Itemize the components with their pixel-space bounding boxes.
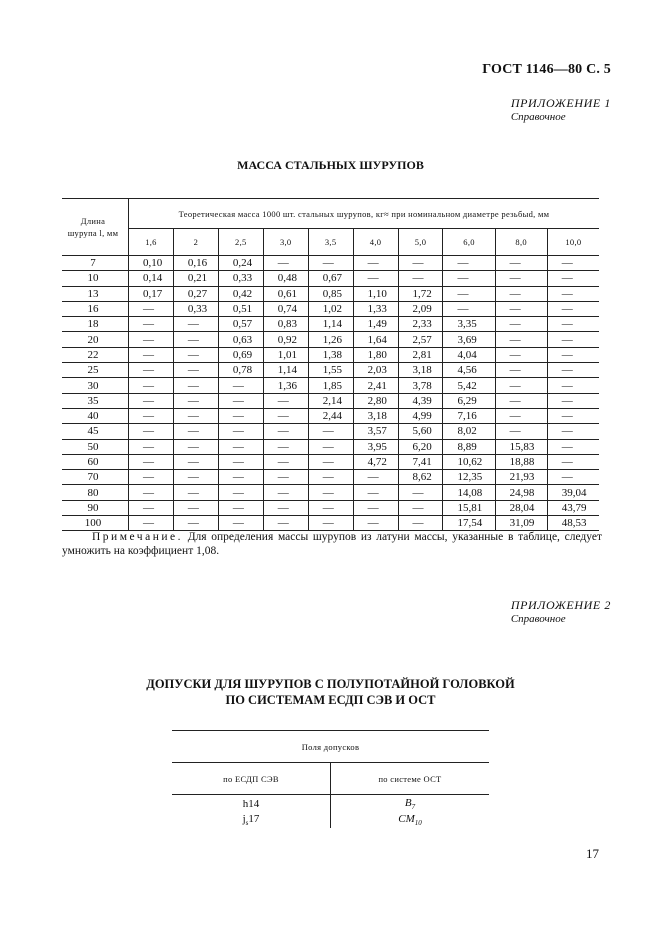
mass-cell: 1,36 (263, 378, 308, 393)
mass-cell: 1,85 (308, 378, 353, 393)
mass-cell: — (173, 363, 218, 378)
mass-cell: — (495, 378, 547, 393)
mass-cell: — (547, 378, 599, 393)
appendix-1-kind: Справочное (510, 111, 566, 123)
mass-cell: 1,14 (263, 363, 308, 378)
mass-cell: — (263, 393, 308, 408)
mass-cell: 3,35 (443, 317, 495, 332)
length-cell: 22 (62, 347, 129, 362)
table-row (62, 301, 599, 316)
mass-cell: — (173, 408, 218, 423)
table-row (62, 408, 599, 423)
mass-cell: 3,57 (353, 424, 398, 439)
mass-cell: 2,80 (353, 393, 398, 408)
mass-cell: 0,83 (263, 317, 308, 332)
length-header-line1: Длина (80, 216, 106, 226)
mass-cell: — (308, 454, 353, 469)
tolerance-esdp-value: h14 (172, 795, 331, 813)
length-cell: 40 (62, 408, 129, 423)
mass-cell: 0,33 (173, 301, 218, 316)
length-cell: 80 (62, 485, 129, 500)
mass-cell: — (547, 317, 599, 332)
length-cell: 35 (62, 393, 129, 408)
length-cell: 7 (62, 256, 129, 271)
length-cell: 20 (62, 332, 129, 347)
mass-cell: — (547, 271, 599, 286)
mass-cell: — (218, 470, 263, 485)
mass-cell: — (495, 393, 547, 408)
mass-cell: — (218, 439, 263, 454)
mass-cell: 1,72 (398, 286, 443, 301)
mass-cell: — (173, 470, 218, 485)
mass-cell: 5,60 (398, 424, 443, 439)
mass-cell: — (308, 485, 353, 500)
appendix-1-label: ПРИЛОЖЕНИЕ 1 (510, 96, 611, 110)
length-cell: 18 (62, 317, 129, 332)
mass-cell: — (547, 470, 599, 485)
mass-cell: 0,63 (218, 332, 263, 347)
mass-cell: — (398, 516, 443, 531)
mass-cell: — (443, 301, 495, 316)
mass-cell: 2,57 (398, 332, 443, 347)
diameter-header-row (62, 229, 599, 256)
col-ost: по системе ОСТ (378, 773, 442, 784)
mass-cell: — (398, 485, 443, 500)
mass-cell: 5,42 (443, 378, 495, 393)
mass-cell: 2,03 (353, 363, 398, 378)
mass-cell: 0,67 (308, 271, 353, 286)
mass-cell: — (398, 500, 443, 515)
mass-cell: 1,33 (353, 301, 398, 316)
length-cell: 60 (62, 454, 129, 469)
table-row (62, 516, 599, 531)
mass-cell: — (495, 363, 547, 378)
mass-cell: 1,49 (353, 317, 398, 332)
mass-cell: 1,01 (263, 347, 308, 362)
diameter-header-cell: 8,0 (495, 229, 547, 256)
mass-cell: — (129, 378, 174, 393)
mass-cell: 2,14 (308, 393, 353, 408)
mass-cell: 2,81 (398, 347, 443, 362)
mass-cell: — (353, 271, 398, 286)
mass-cell: — (495, 347, 547, 362)
mass-cell: 4,99 (398, 408, 443, 423)
mass-cell: — (129, 347, 174, 362)
length-cell: 30 (62, 378, 129, 393)
mass-cell: — (218, 516, 263, 531)
mass-cell: — (173, 439, 218, 454)
mass-cell: — (129, 317, 174, 332)
length-cell: 10 (62, 271, 129, 286)
mass-cell: 17,54 (443, 516, 495, 531)
mass-cell: 2,09 (398, 301, 443, 316)
table-row (62, 378, 599, 393)
table-row (62, 454, 599, 469)
mass-cell: 43,79 (547, 500, 599, 515)
mass-cell: 0,48 (263, 271, 308, 286)
mass-cell: 24,98 (495, 485, 547, 500)
mass-cell: — (495, 256, 547, 271)
mass-cell: 0,14 (129, 271, 174, 286)
mass-cell: — (173, 347, 218, 362)
mass-cell: — (129, 424, 174, 439)
mass-cell: — (398, 271, 443, 286)
mass-cell: 39,04 (547, 485, 599, 500)
mass-cell: — (398, 256, 443, 271)
table-row (62, 439, 599, 454)
mass-cell: — (173, 393, 218, 408)
mass-cell: 3,78 (398, 378, 443, 393)
mass-cell: — (308, 256, 353, 271)
mass-cell: — (495, 408, 547, 423)
appendix-2-block (511, 598, 611, 625)
mass-cell: — (173, 332, 218, 347)
mass-cell: 0,92 (263, 332, 308, 347)
mass-cell: 18,88 (495, 454, 547, 469)
mass-cell: — (173, 516, 218, 531)
mass-cell: — (308, 516, 353, 531)
mass-cell: — (263, 439, 308, 454)
mass-cell: 3,69 (443, 332, 495, 347)
mass-cell: — (129, 500, 174, 515)
table-row (62, 332, 599, 347)
mass-cell: 1,02 (308, 301, 353, 316)
appendix-1-block (511, 96, 611, 123)
mass-cell: — (263, 454, 308, 469)
table-row (62, 286, 599, 301)
diameter-header-cell: 6,0 (443, 229, 495, 256)
mass-cell: — (129, 454, 174, 469)
mass-cell: 0,21 (173, 271, 218, 286)
mass-cell: — (263, 500, 308, 515)
mass-cell: — (443, 271, 495, 286)
mass-cell: 0,16 (173, 256, 218, 271)
mass-cell: — (353, 485, 398, 500)
mass-cell: — (218, 408, 263, 423)
mass-cell: — (495, 271, 547, 286)
mass-cell: — (263, 516, 308, 531)
mass-cell: 2,44 (308, 408, 353, 423)
mass-cell: 0,42 (218, 286, 263, 301)
appendix-2-label: ПРИЛОЖЕНИЕ 2 (510, 598, 611, 612)
mass-cell: 3,18 (398, 363, 443, 378)
mass-cell: — (547, 393, 599, 408)
mass-cell: — (547, 408, 599, 423)
table-row (62, 347, 599, 362)
tolerance-esdp-value: $j_s17$ (172, 812, 331, 828)
length-cell: 50 (62, 439, 129, 454)
mass-cell: — (353, 516, 398, 531)
mass-cell: — (173, 485, 218, 500)
mass-cell: — (308, 439, 353, 454)
mass-cell: 1,64 (353, 332, 398, 347)
mass-cell: 0,78 (218, 363, 263, 378)
mass-cell: — (353, 470, 398, 485)
note-label: Примечание. (92, 531, 183, 543)
mass-cell: 0,17 (129, 286, 174, 301)
page-header: ГОСТ 1146—80 С. 5 (482, 62, 611, 77)
mass-cell: 4,04 (443, 347, 495, 362)
mass-cell: — (547, 363, 599, 378)
tolerance-ost-value: $CM_{10}$ (398, 813, 422, 828)
mass-cell: — (495, 286, 547, 301)
section-1-title: МАССА СТАЛЬНЫХ ШУРУПОВ (237, 158, 424, 172)
mass-cell: — (547, 347, 599, 362)
mass-cell: — (547, 454, 599, 469)
mass-cell: 1,80 (353, 347, 398, 362)
mass-table-body (62, 256, 599, 531)
mass-cell: — (353, 256, 398, 271)
mass-cell: — (218, 378, 263, 393)
mass-cell: 0,24 (218, 256, 263, 271)
table-row (62, 500, 599, 515)
mass-cell: — (129, 516, 174, 531)
tolerance-header: Поля допусков (172, 731, 489, 763)
mass-table (62, 198, 599, 531)
mass-cell: — (495, 332, 547, 347)
table-row (62, 424, 599, 439)
mass-cell: 12,35 (443, 470, 495, 485)
section-2-title-line1: ДОПУСКИ ДЛЯ ШУРУПОВ С ПОЛУПОТАЙНОЙ ГОЛОВКОЙ (146, 677, 515, 691)
diameter-header-cell: 2 (173, 229, 218, 256)
mass-cell: — (173, 454, 218, 469)
mass-cell: 4,72 (353, 454, 398, 469)
mass-cell: — (129, 485, 174, 500)
mass-cell: — (129, 470, 174, 485)
tolerance-table (172, 730, 489, 828)
mass-cell: 1,38 (308, 347, 353, 362)
mass-cell: 7,41 (398, 454, 443, 469)
note-text: Для определения массы шурупов из латуни массы, указанные в таблице, следует умножить на коэффициент 1,08. (62, 531, 603, 557)
length-header-line2: шурупа l, мм (67, 228, 119, 238)
mass-header: Теоретическая масса 1000 шт. стальных шурупов, кг≈ при номинальном диаметре резьбыd, мм (129, 199, 600, 229)
mass-cell: 8,89 (443, 439, 495, 454)
mass-cell: — (353, 500, 398, 515)
mass-cell: — (495, 317, 547, 332)
mass-cell: 1,10 (353, 286, 398, 301)
length-cell: 16 (62, 301, 129, 316)
mass-cell: 8,62 (398, 470, 443, 485)
diameter-header-cell: 4,0 (353, 229, 398, 256)
mass-cell: — (547, 256, 599, 271)
page-number: 17 (586, 846, 599, 861)
mass-cell: — (547, 424, 599, 439)
mass-cell: — (173, 500, 218, 515)
mass-cell: 10,62 (443, 454, 495, 469)
mass-cell: 1,26 (308, 332, 353, 347)
mass-cell: 8,02 (443, 424, 495, 439)
mass-cell: 0,33 (218, 271, 263, 286)
table-row (62, 363, 599, 378)
mass-cell: 2,41 (353, 378, 398, 393)
mass-cell: 31,09 (495, 516, 547, 531)
mass-cell: 0,10 (129, 256, 174, 271)
appendix-2-kind: Справочное (510, 613, 566, 625)
mass-cell: — (547, 286, 599, 301)
diameter-header-cell: 5,0 (398, 229, 443, 256)
mass-cell: 4,56 (443, 363, 495, 378)
section-2-title-line2: ПО СИСТЕМАМ ЕСДП СЭВ И ОСТ (225, 693, 436, 707)
length-header (62, 199, 129, 256)
mass-cell: 0,74 (263, 301, 308, 316)
mass-cell: — (129, 332, 174, 347)
mass-cell: — (218, 485, 263, 500)
mass-cell: — (263, 408, 308, 423)
mass-cell: — (129, 301, 174, 316)
mass-cell: — (547, 301, 599, 316)
mass-cell: 28,04 (495, 500, 547, 515)
mass-cell: — (173, 424, 218, 439)
mass-cell: — (495, 424, 547, 439)
mass-cell: 21,93 (495, 470, 547, 485)
mass-cell: — (443, 286, 495, 301)
mass-cell: 1,14 (308, 317, 353, 332)
note (62, 530, 602, 558)
diameter-header-cell: 1,6 (129, 229, 174, 256)
mass-cell: 4,39 (398, 393, 443, 408)
mass-cell: — (263, 256, 308, 271)
mass-cell: — (218, 424, 263, 439)
mass-cell: 3,95 (353, 439, 398, 454)
mass-cell: — (129, 439, 174, 454)
diameter-header-cell: 2,5 (218, 229, 263, 256)
mass-cell: 0,57 (218, 317, 263, 332)
mass-cell: 0,27 (173, 286, 218, 301)
length-cell: 45 (62, 424, 129, 439)
mass-cell: 0,69 (218, 347, 263, 362)
col-esdp: по ЕСДП СЭВ (172, 763, 331, 795)
mass-cell: 7,16 (443, 408, 495, 423)
mass-cell: 2,33 (398, 317, 443, 332)
mass-cell: — (129, 408, 174, 423)
mass-cell: — (308, 470, 353, 485)
mass-cell: 6,29 (443, 393, 495, 408)
tolerance-ost-value: $B_7$ (404, 797, 416, 812)
mass-cell: 15,81 (443, 500, 495, 515)
mass-cell: 0,85 (308, 286, 353, 301)
mass-cell: — (263, 485, 308, 500)
table-row (62, 271, 599, 286)
diameter-header-cell: 3,5 (308, 229, 353, 256)
table-row (62, 256, 599, 271)
diameter-header-cell: 10,0 (547, 229, 599, 256)
mass-cell: — (173, 317, 218, 332)
length-cell: 70 (62, 470, 129, 485)
mass-cell: — (547, 332, 599, 347)
mass-cell: 0,61 (263, 286, 308, 301)
mass-cell: 6,20 (398, 439, 443, 454)
mass-cell: — (129, 363, 174, 378)
mass-cell: — (308, 500, 353, 515)
mass-cell: — (263, 470, 308, 485)
mass-cell: 1,55 (308, 363, 353, 378)
table-row (62, 485, 599, 500)
mass-cell: 15,83 (495, 439, 547, 454)
table-row (62, 393, 599, 408)
diameter-header-cell: 3,0 (263, 229, 308, 256)
length-cell: 90 (62, 500, 129, 515)
mass-cell: — (218, 454, 263, 469)
length-cell: 100 (62, 516, 129, 531)
mass-cell: — (547, 439, 599, 454)
length-cell: 25 (62, 363, 129, 378)
mass-cell: 0,51 (218, 301, 263, 316)
mass-cell: 14,08 (443, 485, 495, 500)
mass-cell: — (443, 256, 495, 271)
mass-cell: — (129, 393, 174, 408)
table-row (62, 470, 599, 485)
mass-cell: — (218, 393, 263, 408)
table-row (62, 317, 599, 332)
mass-cell: — (263, 424, 308, 439)
mass-cell: — (308, 424, 353, 439)
mass-cell: 48,53 (547, 516, 599, 531)
mass-cell: 3,18 (353, 408, 398, 423)
mass-cell: — (173, 378, 218, 393)
length-cell: 13 (62, 286, 129, 301)
mass-cell: — (495, 301, 547, 316)
mass-cell: — (218, 500, 263, 515)
section-2-title (0, 676, 661, 708)
